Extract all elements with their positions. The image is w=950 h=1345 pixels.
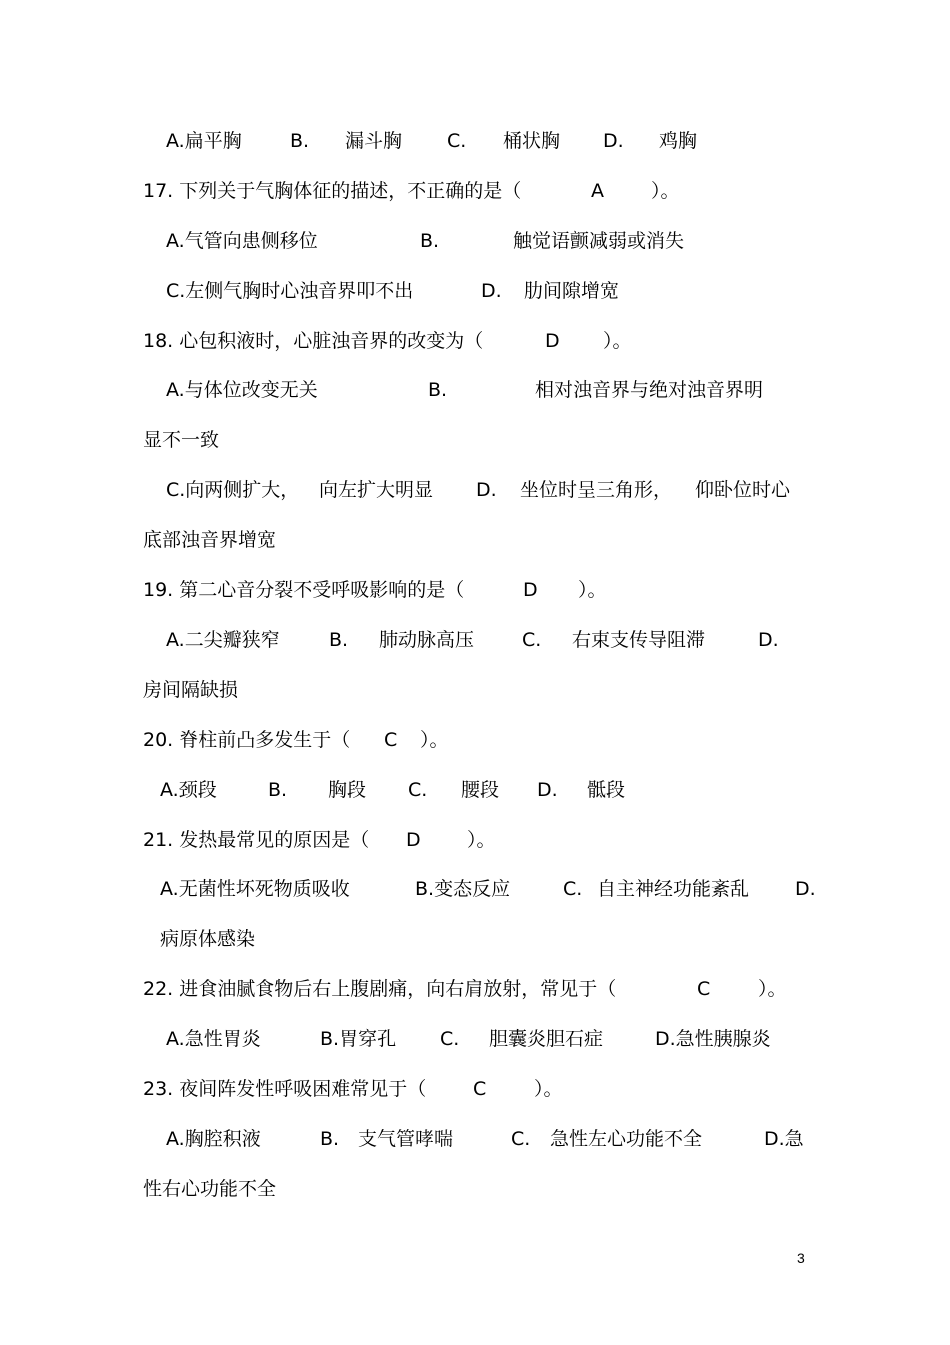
question-end: ）。 bbox=[651, 180, 680, 202]
question-text: 23. 夜间阵发性呼吸困难常见于（ bbox=[143, 1078, 427, 1100]
option-a: A.无菌性坏死物质吸收 bbox=[160, 878, 350, 900]
option-a: A.胸腔积液 bbox=[166, 1128, 261, 1150]
option-c-text: 急性左心功能不全 bbox=[550, 1128, 703, 1150]
option-d-label: D. bbox=[476, 479, 497, 501]
question-end: ）。 bbox=[758, 978, 787, 1000]
option-c-text: 右束支传导阻滞 bbox=[572, 629, 706, 651]
continuation: 房间隔缺损 bbox=[143, 679, 239, 701]
option-c-label: C. bbox=[563, 878, 583, 900]
option-d-label: D. bbox=[795, 878, 816, 900]
option-a: A.扁平胸 bbox=[166, 130, 242, 152]
option-b-label: B. bbox=[329, 629, 349, 651]
option-c-text: 自主神经功能紊乱 bbox=[597, 878, 750, 900]
option-c-label: C. bbox=[511, 1128, 531, 1150]
question-text: 18. 心包积液时，心脏浊音界的改变为（ bbox=[143, 330, 484, 352]
option-c-label: C. bbox=[447, 130, 467, 152]
answer: A bbox=[591, 180, 604, 202]
answer: C bbox=[384, 729, 398, 751]
question-text: 22. 进食油腻食物后右上腹剧痛，向右肩放射，常见于（ bbox=[143, 978, 617, 1000]
question-end: ）。 bbox=[420, 729, 449, 751]
option-b-label: B. bbox=[320, 1128, 340, 1150]
option-c-part2: 向左扩大明显 bbox=[319, 479, 434, 501]
answer: D bbox=[406, 829, 421, 851]
option-d-part1: 坐位时呈三角形， bbox=[520, 479, 673, 501]
option-c-part1: C.向两侧扩大， bbox=[166, 479, 300, 501]
question-end: ）。 bbox=[534, 1078, 563, 1100]
option-c: C.左侧气胸时心浊音界叩不出 bbox=[166, 280, 414, 302]
continuation: 底部浊音界增宽 bbox=[143, 529, 277, 551]
option-c-label: C. bbox=[522, 629, 542, 651]
option-c-text: 桶状胸 bbox=[503, 130, 561, 152]
option-d-part1: D.急 bbox=[764, 1128, 804, 1150]
option-b-label: B. bbox=[428, 379, 448, 401]
question-text: 19. 第二心音分裂不受呼吸影响的是（ bbox=[143, 579, 465, 601]
option-c-label: C. bbox=[408, 779, 428, 801]
option-c-label: C. bbox=[440, 1028, 460, 1050]
option-b-label: B. bbox=[290, 130, 310, 152]
option-b: B.变态反应 bbox=[415, 878, 511, 900]
option-d-part2: 仰卧位时心 bbox=[695, 479, 791, 501]
question-text: 20. 脊柱前凸多发生于（ bbox=[143, 729, 351, 751]
option-d: D.急性胰腺炎 bbox=[655, 1028, 771, 1050]
answer: D bbox=[545, 330, 560, 352]
answer: C bbox=[697, 978, 711, 1000]
option-c-text: 胆囊炎胆石症 bbox=[489, 1028, 604, 1050]
option-b-text: 漏斗胸 bbox=[345, 130, 403, 152]
page-number: 3 bbox=[797, 1250, 805, 1266]
question-end: ）。 bbox=[603, 330, 632, 352]
answer: D bbox=[523, 579, 538, 601]
continuation: 性右心功能不全 bbox=[143, 1178, 277, 1200]
option-a: A.急性胃炎 bbox=[166, 1028, 261, 1050]
option-d-label: D. bbox=[481, 280, 502, 302]
option-a: A.二尖瓣狭窄 bbox=[166, 629, 280, 651]
option-d-label: D. bbox=[603, 130, 624, 152]
option-c-text: 腰段 bbox=[461, 779, 500, 801]
question-end: ）。 bbox=[578, 579, 607, 601]
option-b: B.胃穿孔 bbox=[320, 1028, 397, 1050]
option-a: A.气管向患侧移位 bbox=[166, 230, 318, 252]
option-d-text: 肋间隙增宽 bbox=[524, 280, 620, 302]
option-d-text: 骶段 bbox=[587, 779, 626, 801]
option-d-label: D. bbox=[537, 779, 558, 801]
option-a: A.与体位改变无关 bbox=[166, 379, 318, 401]
option-a: A.颈段 bbox=[160, 779, 217, 801]
question-text: 21. 发热最常见的原因是（ bbox=[143, 829, 370, 851]
question-end: ）。 bbox=[467, 829, 496, 851]
option-b-label: B. bbox=[420, 230, 440, 252]
option-b-text: 支气管哮喘 bbox=[358, 1128, 454, 1150]
option-b-label: B. bbox=[268, 779, 288, 801]
option-b-text: 相对浊音界与绝对浊音界明 bbox=[535, 379, 764, 401]
option-d-text: 鸡胸 bbox=[659, 130, 698, 152]
option-b-text: 胸段 bbox=[328, 779, 367, 801]
answer: C bbox=[473, 1078, 487, 1100]
continuation: 显不一致 bbox=[143, 429, 220, 451]
question-text: 17. 下列关于气胸体征的描述，不正确的是（ bbox=[143, 180, 522, 202]
option-d-label: D. bbox=[758, 629, 779, 651]
continuation: 病原体感染 bbox=[160, 928, 256, 950]
option-b-text: 触觉语颤减弱或消失 bbox=[513, 230, 685, 252]
option-b-text: 肺动脉高压 bbox=[379, 629, 475, 651]
